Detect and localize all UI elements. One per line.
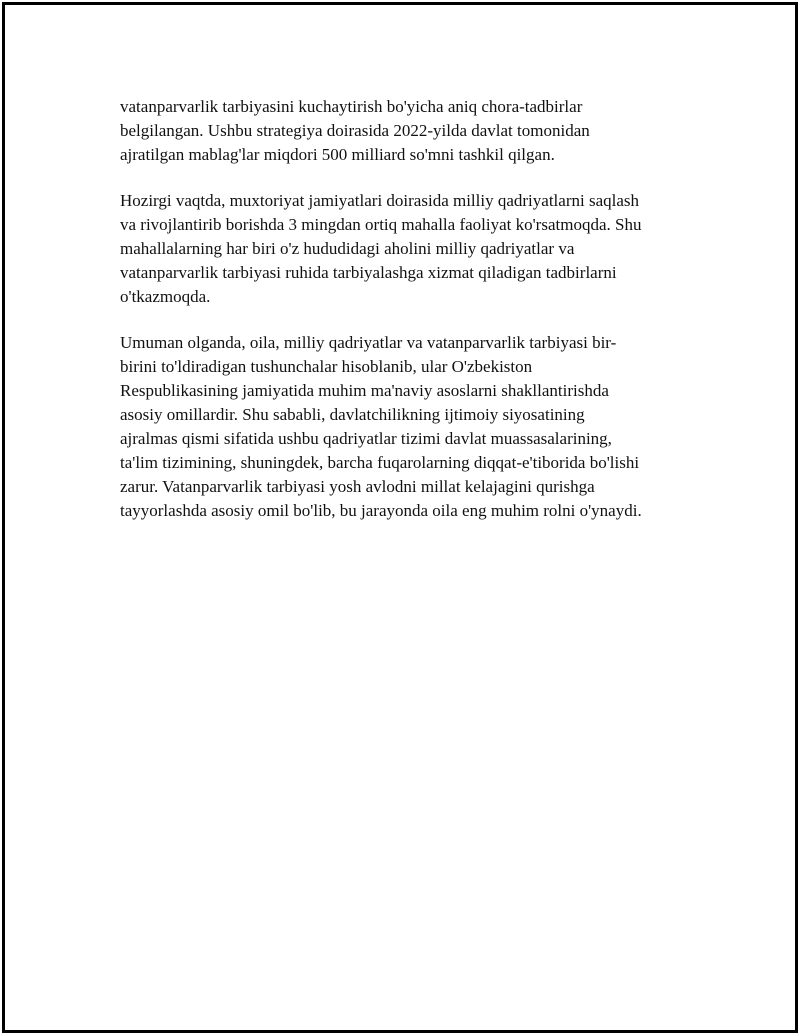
text-line: Umuman olganda, oila, milliy qadriyatlar va vatanparvarlik tarbiyasi bir- xyxy=(120,333,617,352)
text-line: birini to'ldiradigan tushunchalar hisoblanib, ular O'zbekiston xyxy=(120,357,533,376)
paragraph-2 xyxy=(120,189,695,309)
text-line: o'tkazmoqda. xyxy=(120,287,211,306)
page-frame xyxy=(2,2,798,1033)
text-line: zarur. Vatanparvarlik tarbiyasi yosh avlodni millat kelajagini qurishga xyxy=(120,477,595,496)
text-line: Respublikasining jamiyatida muhim ma'naviy asoslarni shakllantirishda xyxy=(120,381,609,400)
text-line: ta'lim tizimining, shuningdek, barcha fuqarolarning diqqat-e'tiborida bo'lishi xyxy=(120,453,640,472)
text-line: ajratilgan mablag'lar miqdori 500 milliard so'mni tashkil qilgan. xyxy=(120,145,555,164)
text-line: va rivojlantirib borishda 3 mingdan ortiq mahalla faoliyat ko'rsatmoqda. Shu xyxy=(120,215,642,234)
text-line: vatanparvarlik tarbiyasini kuchaytirish bo'yicha aniq chora-tadbirlar xyxy=(120,97,583,116)
text-line: belgilangan. Ushbu strategiya doirasida 2022-yilda davlat tomonidan xyxy=(120,121,590,140)
text-line: mahallalarning har biri o'z hududidagi aholini milliy qadriyatlar va xyxy=(120,239,575,258)
text-line: ajralmas qismi sifatida ushbu qadriyatlar tizimi davlat muassasalarining, xyxy=(120,429,612,448)
text-line: vatanparvarlik tarbiyasi ruhida tarbiyalashga xizmat qiladigan tadbirlarni xyxy=(120,263,617,282)
paragraph-1 xyxy=(120,95,695,167)
text-line: Hozirgi vaqtda, muxtoriyat jamiyatlari doirasida milliy qadriyatlarni saqlash xyxy=(120,191,639,210)
text-line: tayyorlashda asosiy omil bo'lib, bu jarayonda oila eng muhim rolni o'ynaydi. xyxy=(120,501,642,520)
paragraph-3 xyxy=(120,331,695,523)
text-line: asosiy omillardir. Shu sababli, davlatchilikning ijtimoiy siyosatining xyxy=(120,405,585,424)
document-body xyxy=(120,95,695,545)
